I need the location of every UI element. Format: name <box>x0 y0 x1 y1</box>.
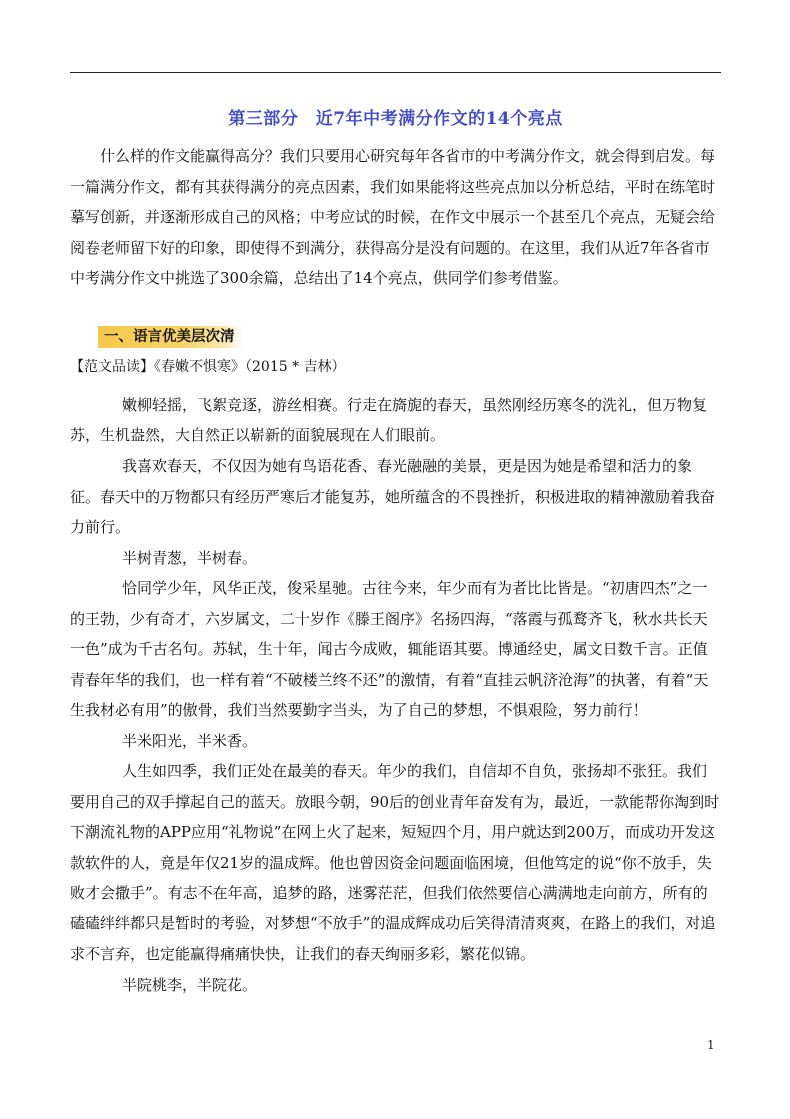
essay-paragraph: 半院桃李，半院花。 <box>122 975 258 994</box>
essay-paragraph: 半米阳光，半米香。 <box>122 731 258 750</box>
header-rule <box>70 72 721 73</box>
sample-essay-label: 【范文品读】《春嫩不惧寒》（2015 * 吉林） <box>70 359 346 375</box>
essay-paragraph: 恰同学少年，风华正茂，俊采星驰。古往今来，年少而有为者比比皆是。“初唐四杰”之一的王勃，少有奇才，六岁属文，二十岁作《滕王阁序》名扬四海，“落霞与孤鹜齐飞，秋水共长天一色”成为千古名句。苏轼，生十年，闻古今成败，辄能语其要。博通经史，属文日数千言。正值青春年华的我们，也一样有着“不破楼兰终不还”的激情，有着“直挂云帆济沧海”的执著，有着“天生我材必有用”的傲骨，我们当然要勤字当头，为了自己的梦想，不惧艰险，努力前行！ <box>70 579 709 719</box>
essay-body <box>70 390 721 1000</box>
essay-paragraph: 嫩柳轻摇，飞絮竞逐，游丝相赛。行走在旖旎的春天，虽然刚经历寒冬的洗礼，但万物复苏，生机盎然，大自然正以崭新的面貌展现在人们眼前。 <box>70 396 708 445</box>
page-number: 1 <box>707 1038 715 1052</box>
essay-paragraph: 半树青葱，半树春。 <box>122 548 258 567</box>
essay-paragraph: 人生如四季，我们正处在最美的春天。年少的我们，自信却不自负，张扬却不张狂。我们要用自己的双手撑起自己的蓝天。放眼今朝，90后的创业青年奋发有为，最近，一款能帮你淘到时下潮流礼物的APP应用“礼物说”在网上火了起来，短短四个月，用户就达到200万，而成功开发这款软件的人，竟是年仅21岁的温成辉。他也曾因资金问题面临困境，但他笃定的说“你不放手，失败才会撒手”。有志不在年高，追梦的路，迷雾茫茫，但我们依然要信心满满地走向前方，所有的磕磕绊绊都只是暂时的考验，对梦想“不放手”的温成辉成功后笑得清清爽爽，在路上的我们，对追求不言弃，也定能赢得痛痛快快，让我们的春天绚丽多彩，繁花似锦。 <box>70 762 720 963</box>
section-heading: 一、语言优美层次清 <box>98 326 243 348</box>
page-title: 第三部分 近7年中考满分作文的14个亮点 <box>228 109 563 129</box>
intro-block <box>70 141 722 294</box>
essay-paragraph: 我喜欢春天，不仅因为她有鸟语花香、春光融融的美景，更是因为她是希望和活力的象征。春天中的万物都只有经历严寒后才能复苏，她所蕴含的不畏挫折，积极进取的精神激励着我奋力前行。 <box>70 457 716 536</box>
intro-paragraph: 什么样的作文能赢得高分？我们只要用心研究每年各省市的中考满分作文，就会得到启发。每一篇满分作文，都有其获得满分的亮点因素，我们如果能将这些亮点加以分析总结，平时在练笔时摹写创新，并逐渐形成自己的风格；中考应试的时候，在作文中展示一个甚至几个亮点，无疑会给阅卷老师留下好的印象，即使得不到满分，获得高分是没有问题的。在这里，我们从近7年各省市中考满分作文中挑选了300余篇，总结出了14个亮点，供同学们参考借鉴。 <box>70 147 716 287</box>
